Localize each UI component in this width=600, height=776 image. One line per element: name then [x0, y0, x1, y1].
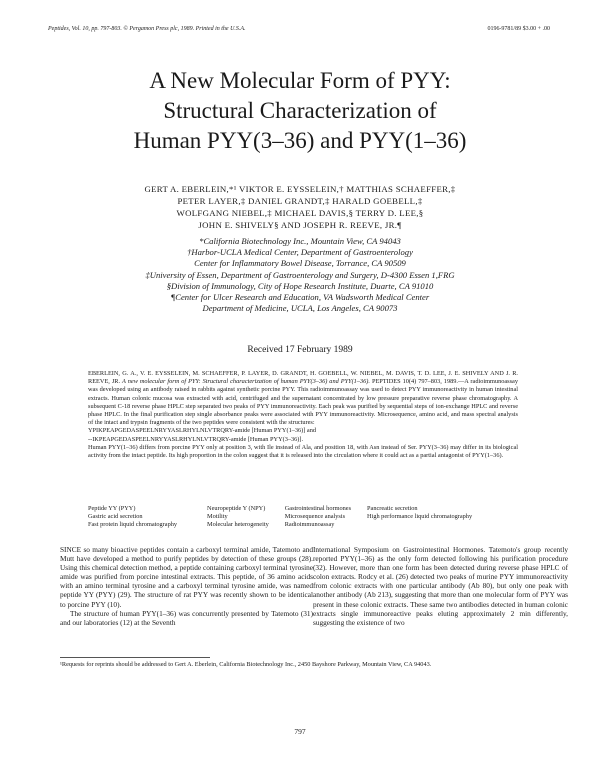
journal-code: 0196-9781/89 $3.00 + .00	[487, 26, 550, 32]
keyword: High performance liquid chromatography	[367, 513, 473, 520]
citation-authors: EBERLEIN, G. A., V. E. EYSSELEIN, M. SCHAEFFER, P. LAYER, D. GRANDT, H. GOEBELL, W. NIEBEL, M. DAVIS, T. D. LEE, J. E. SHIVELY AND J. R. REEVE, JR.	[88, 370, 518, 386]
footnote-divider	[60, 657, 210, 658]
keyword: Motility	[207, 513, 228, 520]
keyword: Neuropeptide Y (NPY)	[207, 505, 266, 512]
abstract	[88, 370, 518, 460]
affiliation-line: ¶Center for Ulcer Research and Education, VA Wadsworth Medical Center	[170, 292, 430, 303]
keyword-row	[88, 513, 488, 521]
affiliation-line: *California Biotechnology Inc., Mountain View, CA 94043	[199, 236, 401, 246]
keyword: Microsequence analysis	[284, 513, 346, 520]
citation-ref: PEPTIDES 10(4) 797–803, 1989.	[371, 378, 458, 386]
keyword: Molecular heterogeneity	[207, 521, 269, 528]
keyword: Fast protein liquid chromatography	[88, 521, 178, 528]
keyword: Gastrointestinal hormones	[284, 505, 352, 512]
footnote: ¹Requests for reprints should be addressed to Gert A. Eberlein, California Biotechnology Inc., 2450 Bayshore Parkway, Mountain View, CA 94043.	[60, 661, 432, 668]
affiliations	[0, 236, 600, 314]
affiliation-line: †Harbor-UCLA Medical Center, Department of Gastroenterology	[187, 247, 413, 258]
keyword	[367, 521, 488, 529]
body-paragraph: International Symposium on Gastrointestinal Hormones. Tatemoto's group recently reported PYY(1–36) as the only form detected following his purification procedure (32). However, more than one form has been detected during reverse phase HPLC of colon extracts. Rodcy et al. (26) detected two peaks of murine PYY immunoreactivity from colonic extracts with one particular antibody (Ab 80), but only one peak with another antibody (Ab 213), suggesting that more than one molecular form of PYY was present in these colonic extracts. These same two antibodies detected in human colonic extracts single immunoreactive peaks eluting approximately 2 min differently, suggesting the existence of two	[313, 545, 568, 627]
keyword-table	[88, 505, 488, 529]
author-line: PETER LAYER,‡ DANIEL GRANDT,‡ HARALD GOEBELL,‡	[177, 196, 423, 206]
received-date: Received 17 February 1989	[247, 345, 353, 355]
page-number: 797	[294, 727, 306, 736]
sequence-1: YPIKPEAPGEDASPEELNRYYASLRHYLNLVTRQRY-amide [Human PYY(1–36)] and	[88, 427, 317, 435]
title-line: Human PYY(3–36) and PYY(1–36)	[133, 128, 467, 153]
keyword-row	[88, 505, 488, 513]
journal-header: Peptides, Vol. 10, pp. 797-803. © Pergamon Press plc, 1989. Printed in the U.S.A.	[48, 26, 246, 32]
abstract-closing: Human PYY(1–36) differs from porcine PYY only at position 3, with Ile instead of Ala, and position 18, with Asn instead of Ser. PYY(3–36) may differ in its biological activity from the intact peptide. Its high proportion in the colon suggest that it is released into the circulation where it could act as a partial antagonist of PYY(1–36).	[88, 443, 518, 460]
keyword-row	[88, 521, 488, 529]
keyword: Radioimmunoassay	[284, 521, 335, 528]
citation-title: A new molecular form of PYY: Structural characterization of human PYY(3–36) and PYY(1–36).	[122, 378, 370, 386]
affiliation-line: ‡University of Essen, Department of Gastroenterology and Surgery, D-4300 Essen 1,FRG	[145, 269, 455, 280]
article-title	[0, 66, 600, 156]
keyword: Peptide YY (PYY)	[88, 505, 136, 512]
sequence-2: --IKPEAPGEDASPEELNRYYASLRHYLNLVTRQRY-amide [Human PYY(3–36)].	[88, 435, 304, 443]
affiliation-line: §Division of Immunology, City of Hope Research Institute, Duarte, CA 91010	[166, 280, 434, 291]
affiliation-line: Department of Medicine, UCLA, Los Angeles, CA 90073	[202, 303, 398, 314]
body-paragraph: The structure of human PYY(1–36) was concurrently presented by Tatemoto (31) and our laboratories (12) at the Seventh	[60, 608, 313, 627]
title-line: A New Molecular Form of PYY:	[149, 68, 451, 93]
author-line: JOHN E. SHIVELY§ AND JOSEPH R. REEVE, JR.¶	[198, 220, 402, 230]
body-column-left	[60, 545, 313, 627]
abstract-body: —A radioimmunoassay was developed using an antibody raised in rabbits against synthetic porcine PYY. This radioimmunoassay was used to detect PYY immunoreactivity in human intestinal extracts. Human colonic mucosa was extracted with acid, centrifuged and the supernatant concentrated by low pressure preparative reverse phase chromatography. A subsequent C-18 reverse phase HPLC step separated two peaks of PYY immunoreactivity. Each peak was purified by sequential steps of ion-exchange HPLC and reverse phase HPLC. In the final purification step single absorbance peaks were associated with PYY immunoreactivity. Microsequence, amino acid, and mass spectral analysis of the intact and trypsin fragments of the two peptides were consistent with the structures:	[88, 378, 519, 427]
title-line: Structural Characterization of	[163, 98, 437, 123]
keyword: Gastric acid secretion	[88, 513, 143, 520]
body-paragraph: SINCE so many bioactive peptides contain a carboxyl terminal amide, Tatemoto and Mutt have developed a method to purify peptides by detection of these groups (28). Using this chemical detection method, a peptide containing carboxyl terminal tyrosine amide was purified from porcine intestinal extracts. This peptide, of 36 amino acids with an amino terminal tyrosine and a carboxyl terminal tyrosine amide, was named peptide YY (PYY) (29). The structure of rat PYY was recently shown to be identical to porcine PYY (10).	[60, 545, 313, 609]
author-line: WOLFGANG NIEBEL,‡ MICHAEL DAVIS,§ TERRY D. LEE,§	[176, 208, 424, 218]
abstract-paragraph	[88, 370, 518, 427]
author-list	[0, 183, 600, 231]
keyword: Pancreatic secretion	[367, 505, 418, 512]
affiliation-line: Center for Inflammatory Bowel Disease, Torrance, CA 90509	[194, 258, 406, 269]
author-line: GERT A. EBERLEIN,*¹ VIKTOR E. EYSSELEIN,† MATTHIAS SCHAEFFER,‡	[144, 184, 456, 194]
body-column-right	[313, 545, 568, 627]
keywords	[88, 505, 488, 529]
